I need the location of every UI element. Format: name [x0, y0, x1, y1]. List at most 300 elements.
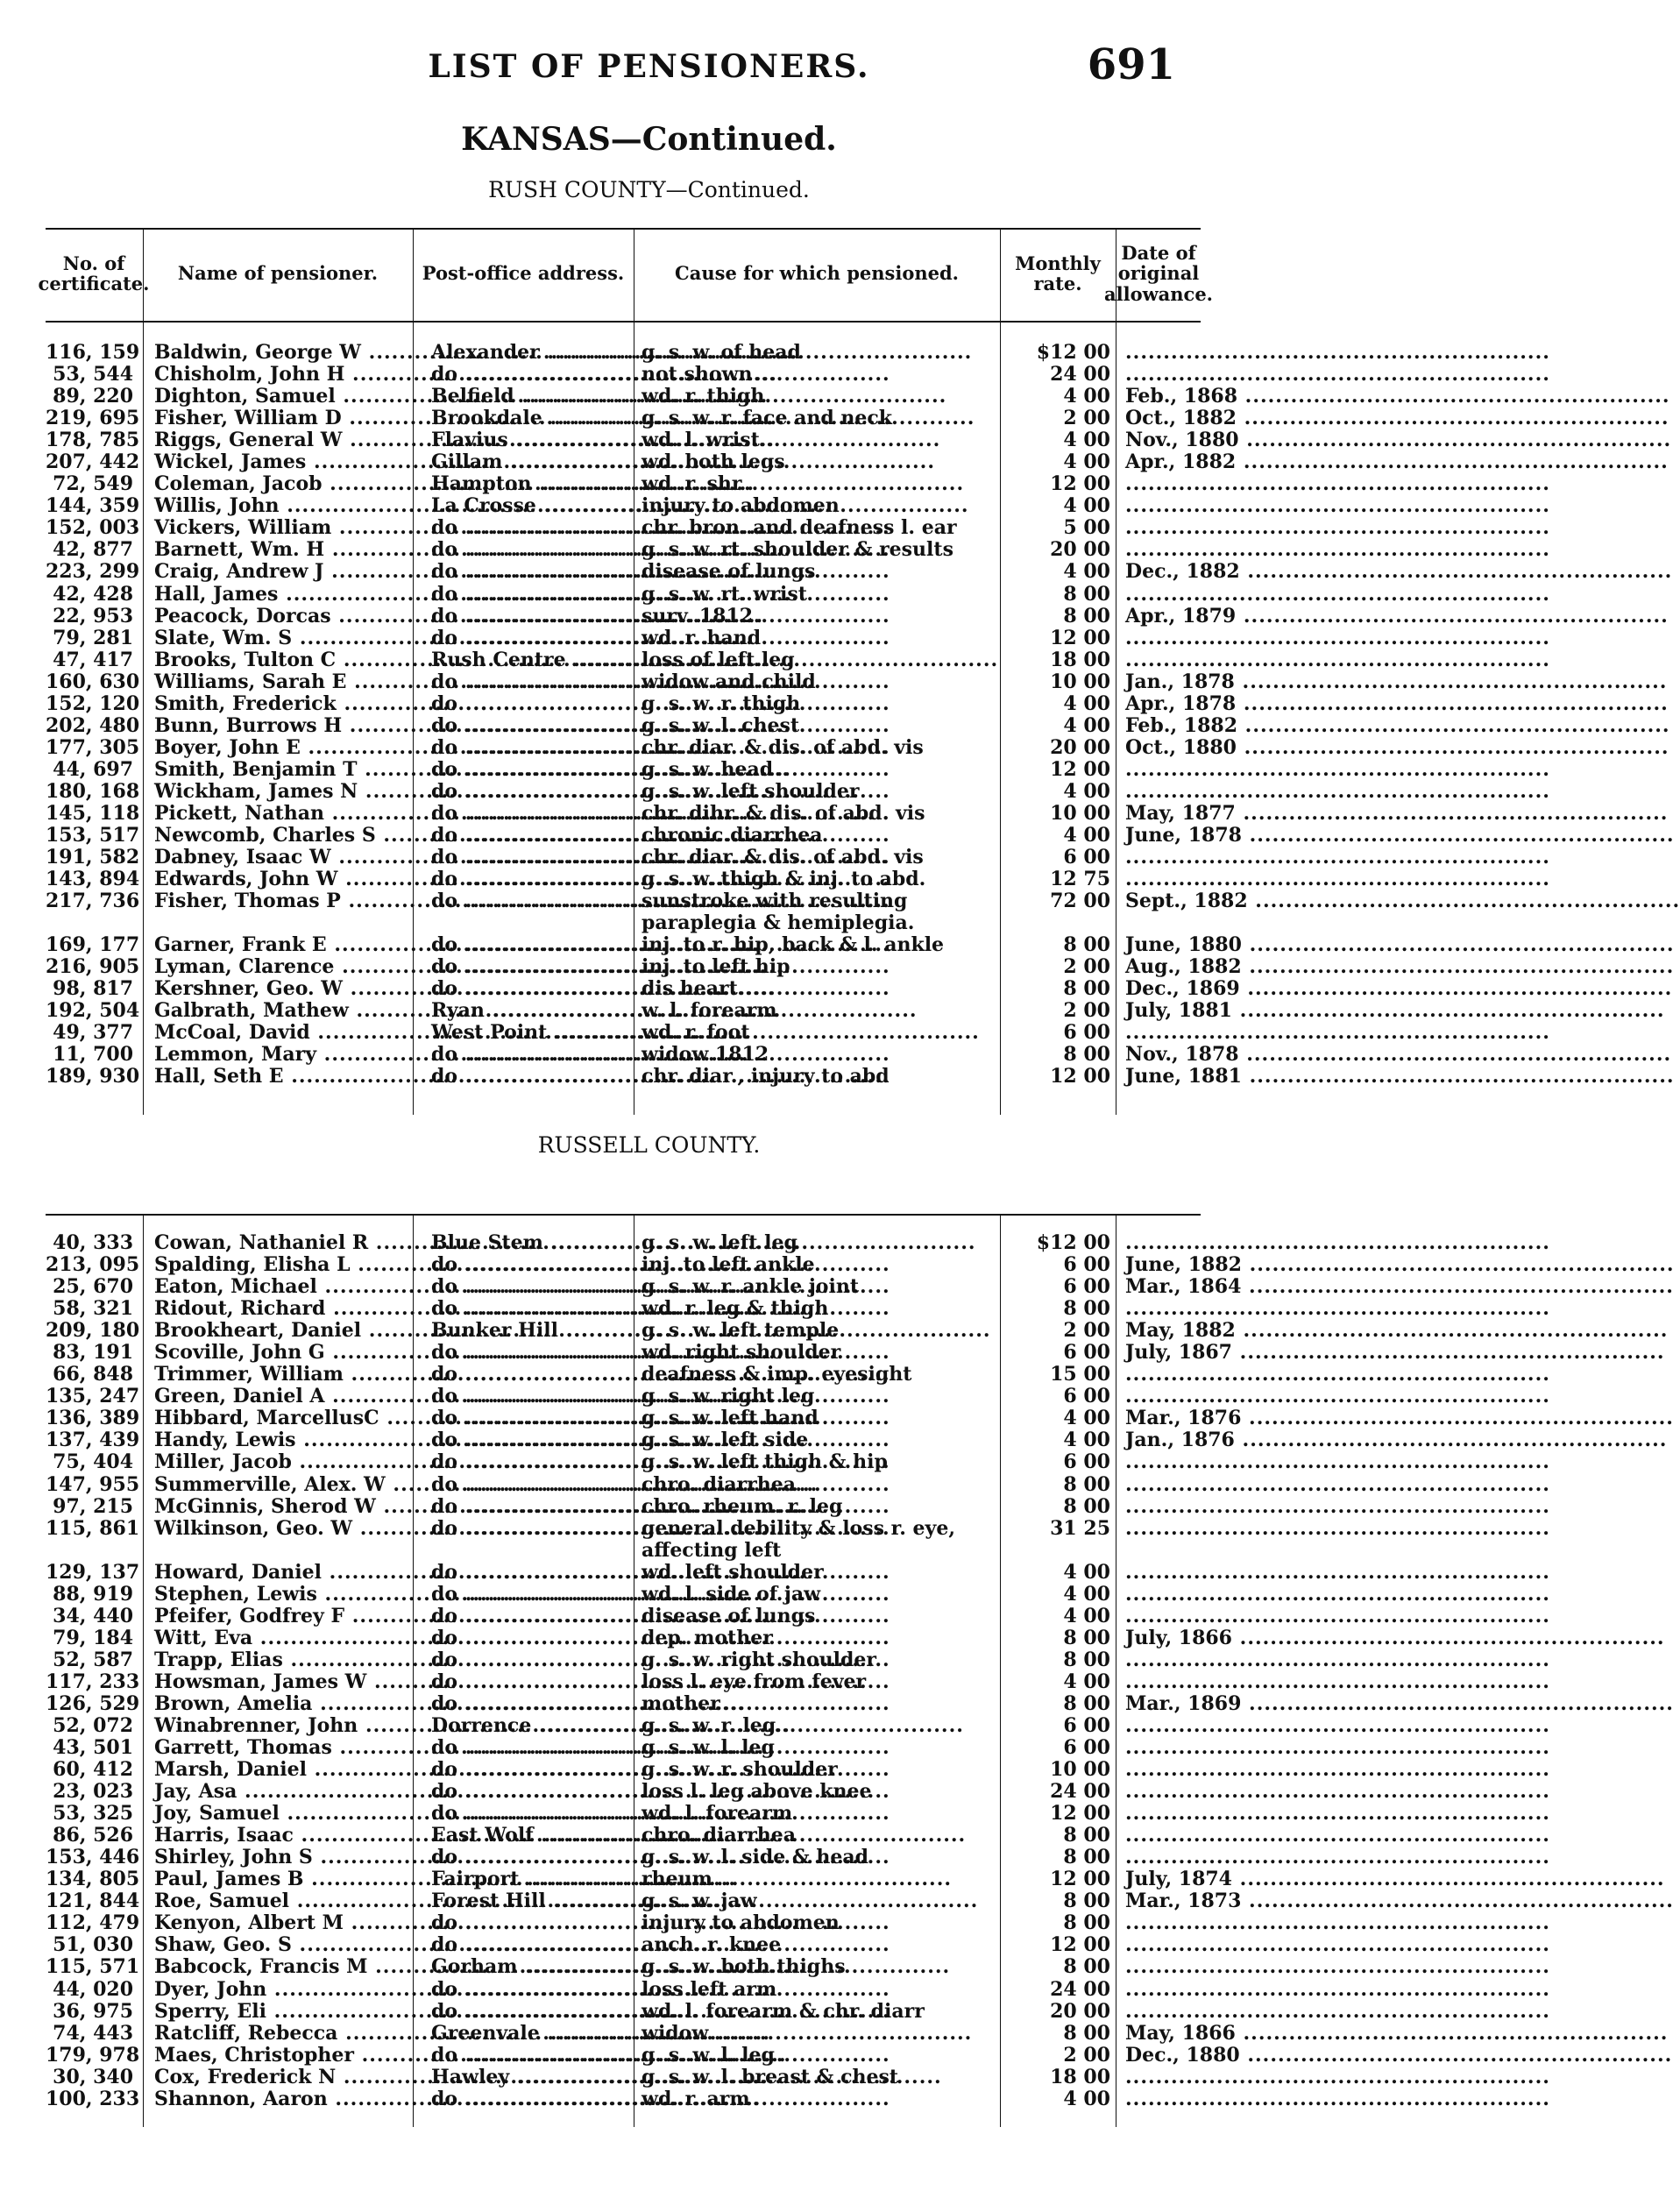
pension-cause: wd. right shoulder: [642, 1341, 841, 1365]
allowance-date: Sept., 1882 .....: [1125, 890, 1199, 912]
pension-cause: g. s. w. jaw: [642, 1890, 757, 1913]
post-office: do .....: [431, 737, 626, 759]
pensioner-name: Lyman, Clarence .....: [154, 956, 401, 978]
table-row: [46, 2067, 1201, 2088]
certificate-number: 169, 177: [46, 933, 140, 957]
pensioner-name: Maes, Christopher .....: [154, 2045, 401, 2067]
pension-cause: loss of left leg: [642, 648, 795, 671]
certificate-number: 22, 953: [53, 604, 133, 627]
certificate-number: 217, 736: [46, 890, 140, 913]
pension-cause: wd. r. hand: [642, 626, 762, 649]
table-row: [46, 1606, 1201, 1627]
allowance-date: Dec., 1880 .....: [1125, 2045, 1199, 2067]
pension-cause: injury to abdomen: [642, 1911, 840, 1935]
certificate-number: 72, 549: [53, 472, 133, 496]
pension-cause: inj. to r. hip, back & l. ankle: [642, 933, 945, 957]
allowance-date: July, 1874 .....: [1125, 1868, 1199, 1890]
table-row: [46, 450, 1237, 474]
pension-cause: chr. dihr. & dis. of abd. vis: [642, 801, 925, 825]
post-office: do .....: [431, 1912, 626, 1934]
pension-cause: widow 1812: [642, 1043, 769, 1067]
post-office: do .....: [431, 956, 626, 978]
table-row: [46, 1518, 1201, 1562]
certificate-number: 135, 247: [46, 1385, 140, 1408]
allowance-date: [1125, 1956, 1199, 1978]
post-office: do .....: [431, 1342, 626, 1364]
pension-cause: g. s. w. l. side & head: [642, 1846, 869, 1869]
pension-cause: chro. diarrhea: [642, 1472, 797, 1496]
pensioner-name: Garrett, Thomas .....: [154, 1737, 401, 1759]
post-office: do .....: [431, 869, 626, 890]
pension-cause: g. s. w. left thigh & hip: [642, 1450, 888, 1474]
pension-cause: g. s. w. left side: [642, 1429, 809, 1452]
pensioner-table-rush: [46, 341, 1248, 1088]
certificate-number: 152, 003: [46, 516, 140, 540]
post-office: do .....: [431, 2045, 626, 2067]
allowance-date: [1125, 584, 1199, 606]
table-row: [46, 1868, 1232, 1891]
allowance-date: [1125, 1979, 1199, 2001]
certificate-number: 134, 805: [46, 1868, 140, 1891]
certificate-number: 223, 299: [46, 560, 140, 584]
allowance-date: [1125, 1737, 1199, 1759]
pensioner-name: Jay, Asa .....: [154, 1781, 401, 1803]
allowance-date: [1125, 627, 1199, 649]
monthly-rate: 8 00: [1063, 1648, 1110, 1671]
table-row: [46, 1934, 1201, 1956]
certificate-number: 23, 023: [53, 1780, 133, 1804]
table-row: [46, 1715, 1201, 1737]
monthly-rate: 4 00: [1063, 385, 1110, 408]
pensioner-name: Shaw, Geo. S .....: [154, 1934, 401, 1956]
allowance-date: June, 1881 .....: [1125, 1066, 1199, 1088]
allowance-date: [1125, 2088, 1199, 2110]
post-office: do .....: [431, 1474, 626, 1496]
certificate-number: 117, 233: [46, 1670, 140, 1693]
pension-cause: loss left arm: [642, 1977, 777, 2001]
pension-cause: chro. diarrhea: [642, 1824, 797, 1847]
col-header-cert: No. of certificate.: [38, 252, 150, 294]
table-row: [46, 1781, 1201, 1803]
certificate-number: 47, 417: [53, 648, 133, 671]
pensioner-name: Trapp, Elias .....: [154, 1649, 401, 1671]
pension-cause: g. s. w. r. thigh: [642, 691, 801, 715]
pensioner-name: Brown, Amelia .....: [154, 1693, 401, 1715]
pension-cause: w. l. forearm: [642, 999, 777, 1023]
certificate-number: 160, 630: [46, 670, 140, 693]
certificate-number: 98, 817: [53, 977, 133, 1001]
pensioner-name: Howsman, James W .....: [154, 1671, 401, 1693]
certificate-number: 79, 184: [53, 1626, 133, 1649]
certificate-number: 60, 412: [53, 1758, 133, 1782]
pensioner-name: Barnett, Wm. H .....: [154, 539, 401, 561]
monthly-rate: 4 00: [1063, 1582, 1110, 1606]
certificate-number: 44, 697: [53, 757, 133, 781]
pension-cause: g. s. w. l. leg: [642, 2043, 775, 2067]
pension-cause: wd. r. foot: [642, 1021, 750, 1045]
pension-cause: loss l. leg above knee: [642, 1780, 872, 1804]
table-row: [46, 801, 1236, 825]
pensioner-name: Howard, Daniel .....: [154, 1562, 401, 1584]
pensioner-name: Dighton, Samuel .....: [154, 386, 401, 408]
pensioner-name: Fisher, William D .....: [154, 408, 401, 429]
monthly-rate: $12 00: [1036, 1231, 1110, 1254]
certificate-number: 79, 281: [53, 626, 133, 649]
pensioner-name: Hall, Seth E .....: [154, 1066, 401, 1088]
post-office: do .....: [431, 517, 626, 539]
certificate-number: 202, 480: [46, 713, 140, 737]
post-office: Fairport .....: [431, 1868, 626, 1890]
post-office: Belfield .....: [431, 386, 626, 408]
certificate-number: 121, 844: [46, 1890, 140, 1913]
table-row: [46, 1407, 1242, 1430]
allowance-date: [1125, 342, 1199, 364]
allowance-date: Mar., 1864 .....: [1125, 1276, 1199, 1298]
allowance-date: Dec., 1882 .....: [1125, 561, 1199, 583]
pensioner-name: Babcock, Francis M .....: [154, 1956, 401, 1978]
allowance-date: [1125, 364, 1199, 386]
post-office: Rush Centre .....: [431, 649, 626, 671]
pensioner-name: Bunn, Burrows H .....: [154, 715, 401, 737]
pension-cause: widow: [642, 2021, 709, 2045]
page-header-title: LIST OF PENSIONERS.: [428, 48, 870, 85]
allowance-date: Jan., 1876 .....: [1125, 1429, 1199, 1451]
certificate-number: 11, 700: [53, 1043, 133, 1067]
pension-cause: chronic diarrhea: [642, 824, 823, 847]
pensioner-name: Roe, Samuel .....: [154, 1890, 401, 1912]
pensioner-name: Wickel, James .....: [154, 451, 401, 473]
pensioner-name: McCoal, David .....: [154, 1022, 401, 1044]
allowance-date: [1125, 473, 1199, 495]
pension-cause: g. s. w. r. face and neck: [642, 407, 893, 430]
post-office: Gorham .....: [431, 1956, 626, 1978]
certificate-number: 191, 582: [46, 846, 140, 869]
pension-cause: chr. bron. and deafness l. ear: [642, 516, 957, 540]
post-office: East Wolf .....: [431, 1825, 626, 1847]
post-office: Ryan .....: [431, 1000, 626, 1022]
allowance-date: Nov., 1880 .....: [1125, 429, 1199, 451]
table-row: [46, 1584, 1201, 1606]
allowance-date: [1125, 1298, 1199, 1320]
pensioner-name: Fisher, Thomas P .....: [154, 890, 401, 912]
post-office: West Point .....: [431, 1022, 626, 1044]
table-row: [46, 1737, 1201, 1759]
monthly-rate: 8 00: [1063, 1890, 1110, 1913]
certificate-number: 179, 978: [46, 2043, 140, 2067]
certificate-number: 86, 526: [53, 1824, 133, 1847]
table-row: [46, 1912, 1201, 1934]
post-office: do .....: [431, 1606, 626, 1627]
table-row: [46, 847, 1201, 869]
post-office: do .....: [431, 890, 626, 912]
certificate-number: 42, 428: [53, 582, 133, 606]
post-office: do .....: [431, 978, 626, 1000]
allowance-date: Feb., 1868 .....: [1125, 386, 1199, 408]
table-header-rule: [46, 321, 1201, 323]
table-row: [46, 364, 1201, 386]
table-row: [46, 890, 1248, 935]
certificate-number: 219, 695: [46, 407, 140, 430]
pension-cause: g. s. w. rt. shoulder & results: [642, 538, 953, 562]
post-office: do .....: [431, 1803, 626, 1825]
allowance-date: Aug., 1882 .....: [1125, 956, 1199, 978]
allowance-date: [1125, 495, 1199, 517]
post-office: do .....: [431, 715, 626, 737]
table-row: [46, 1890, 1242, 1913]
state-heading: KANSAS—Continued.: [461, 121, 837, 158]
pensioner-name: Summerville, Alex. W .....: [154, 1474, 401, 1496]
table-top-rule: [46, 1214, 1201, 1216]
pensioner-name: Eaton, Michael .....: [154, 1276, 401, 1298]
allowance-date: [1125, 781, 1199, 803]
allowance-date: [1125, 759, 1199, 781]
certificate-number: 178, 785: [46, 429, 140, 452]
monthly-rate: 6 00: [1063, 1713, 1110, 1737]
certificate-number: 115, 861: [46, 1516, 140, 1540]
monthly-rate: 20 00: [1050, 538, 1110, 562]
certificate-number: 43, 501: [53, 1735, 133, 1759]
post-office: do .....: [431, 561, 626, 583]
pensioner-name: Ridout, Richard .....: [154, 1298, 401, 1320]
monthly-rate: 8 00: [1063, 1626, 1110, 1649]
table-row: [46, 1474, 1201, 1496]
table-row: [46, 999, 1232, 1023]
col-header-cause: Cause for which pensioned.: [675, 262, 959, 285]
post-office: Hampton .....: [431, 473, 626, 495]
post-office: do .....: [431, 1627, 626, 1649]
post-office: Flavius .....: [431, 429, 626, 451]
table-row: [46, 1847, 1201, 1868]
county-heading-rush: RUSH COUNTY—Continued.: [488, 177, 810, 202]
monthly-rate: 5 00: [1063, 516, 1110, 540]
post-office: Dorrence .....: [431, 1715, 626, 1737]
table-row: [46, 1825, 1201, 1847]
post-office: La Crosse .....: [431, 495, 626, 517]
pension-cause: wd. l. forearm & chr. diarr: [642, 1999, 925, 2023]
table-header: [38, 230, 1213, 317]
allowance-date: [1125, 869, 1199, 890]
pension-cause: g. s. w. left leg: [642, 1231, 797, 1254]
pensioner-name: Edwards, John W .....: [154, 869, 401, 890]
pension-cause: deafness & imp. eyesight: [642, 1363, 912, 1386]
post-office: Brookdale .....: [431, 408, 626, 429]
pensioner-name: Baldwin, George W .....: [154, 342, 401, 364]
pensioner-name: Joy, Samuel .....: [154, 1803, 401, 1825]
pensioner-name: Kenyon, Albert M .....: [154, 1912, 401, 1934]
allowance-date: Oct., 1882 .....: [1125, 408, 1199, 429]
pension-cause: chr. diar. & dis. of abd. vis: [642, 735, 924, 759]
pensioner-name: Vickers, William .....: [154, 517, 401, 539]
certificate-number: 30, 340: [53, 2065, 133, 2088]
monthly-rate: 10 00: [1050, 670, 1110, 693]
pension-cause: g. s. w. left temple: [642, 1319, 840, 1343]
pensioner-name: Smith, Benjamin T .....: [154, 759, 401, 781]
pension-cause: g. s. w. left shoulder: [642, 779, 860, 803]
allowance-date: [1125, 1584, 1199, 1606]
pensioner-name: Hall, James .....: [154, 584, 401, 606]
pension-cause: chr. diar., injury to abd: [642, 1065, 890, 1088]
monthly-rate: 8 00: [1063, 1824, 1110, 1847]
pension-cause: g. s. w. r. leg: [642, 1713, 776, 1737]
allowance-date: [1125, 539, 1199, 561]
table-row: [46, 560, 1240, 584]
certificate-number: 152, 120: [46, 691, 140, 715]
certificate-number: 192, 504: [46, 999, 140, 1023]
pension-cause: wd. r. shr: [642, 472, 742, 496]
monthly-rate: 4 00: [1063, 1407, 1110, 1430]
table-row: [46, 1275, 1242, 1299]
post-office: do .....: [431, 364, 626, 386]
pension-cause: general debility & loss r. eye, affecting left: [642, 1516, 955, 1562]
allowance-date: [1125, 1232, 1199, 1254]
allowance-date: [1125, 1912, 1199, 1934]
pensioner-name: Pickett, Nathan .....: [154, 803, 401, 825]
pension-cause: g. s. w. r. shoulder: [642, 1758, 838, 1782]
certificate-number: 129, 137: [46, 1560, 140, 1584]
pension-cause: inj. to left ankle: [642, 1253, 815, 1277]
pensioner-name: Shirley, John S .....: [154, 1847, 401, 1868]
pension-cause: g. s. w. right leg: [642, 1385, 815, 1408]
certificate-number: 36, 975: [53, 1999, 133, 2023]
pensioner-name: Shannon, Aaron .....: [154, 2088, 401, 2110]
pensioner-name: Slate, Wm. S .....: [154, 627, 401, 649]
pension-cause: g. s. w. l. chest: [642, 713, 800, 737]
pension-cause: wd. both legs: [642, 450, 785, 474]
pensioner-name: McGinnis, Sherod W .....: [154, 1496, 401, 1518]
post-office: Greenvale .....: [431, 2023, 626, 2045]
allowance-date: June, 1878 .....: [1125, 825, 1199, 847]
certificate-number: 74, 443: [53, 2021, 133, 2045]
table-row: [46, 539, 1201, 561]
pensioner-name: Witt, Eva .....: [154, 1627, 401, 1649]
allowance-date: [1125, 2067, 1199, 2088]
post-office: Bunker Hill .....: [431, 1320, 626, 1342]
pension-cause: sunstroke with resulting paraplegia & hemiplegia.: [642, 890, 915, 935]
pension-cause: wd. l. side of jaw: [642, 1582, 821, 1606]
pension-cause: dep. mother: [642, 1626, 773, 1649]
pension-cause: chr. diar. & dis. of abd. vis: [642, 846, 924, 869]
monthly-rate: 12 00: [1050, 1933, 1110, 1957]
monthly-rate: 12 00: [1050, 757, 1110, 781]
table-row: [46, 759, 1201, 781]
post-office: do .....: [431, 934, 626, 956]
certificate-number: 66, 848: [53, 1363, 133, 1386]
pensioner-name: Garner, Frank E .....: [154, 934, 401, 956]
monthly-rate: 8 00: [1063, 1911, 1110, 1935]
post-office: do .....: [431, 1584, 626, 1606]
certificate-number: 97, 215: [53, 1494, 133, 1518]
post-office: do .....: [431, 539, 626, 561]
post-office: do .....: [431, 825, 626, 847]
post-office: do .....: [431, 1934, 626, 1956]
post-office: do .....: [431, 1847, 626, 1868]
monthly-rate: 12 00: [1050, 1065, 1110, 1088]
monthly-rate: 8 00: [1063, 933, 1110, 957]
table-row: [46, 495, 1201, 517]
table-row: [46, 1298, 1201, 1320]
pension-cause: g. s. w. r. ankle joint: [642, 1275, 859, 1299]
pensioner-name: Chisholm, John H .....: [154, 364, 401, 386]
post-office: do .....: [431, 1781, 626, 1803]
certificate-number: 83, 191: [53, 1341, 133, 1365]
pensioner-name: Paul, James B .....: [154, 1868, 401, 1890]
post-office: do .....: [431, 2001, 626, 2023]
allowance-date: Feb., 1882 .....: [1125, 715, 1199, 737]
pension-cause: wd. left shoulder: [642, 1560, 824, 1584]
monthly-rate: 4 00: [1063, 2087, 1110, 2110]
pension-cause: wd. l. wrist: [642, 429, 760, 452]
allowance-date: Dec., 1869 .....: [1125, 978, 1199, 1000]
monthly-rate: 8 00: [1063, 1472, 1110, 1496]
monthly-rate: 8 00: [1063, 582, 1110, 606]
monthly-rate: 8 00: [1063, 1494, 1110, 1518]
pensioner-name: Dyer, John .....: [154, 1979, 401, 2001]
post-office: do .....: [431, 1429, 626, 1451]
certificate-number: 189, 930: [46, 1065, 140, 1088]
certificate-number: 52, 072: [53, 1713, 133, 1737]
post-office: do .....: [431, 847, 626, 869]
table-row: [46, 1496, 1201, 1518]
col-header-rate: Monthly rate.: [1015, 252, 1101, 294]
pensioner-name: Hibbard, MarcellusC .....: [154, 1407, 401, 1429]
table-row: [46, 584, 1201, 606]
certificate-number: 88, 919: [53, 1582, 133, 1606]
pension-cause: g. s. w. thigh & inj. to abd.: [642, 868, 926, 891]
pensioner-name: Craig, Andrew J .....: [154, 561, 401, 583]
monthly-rate: 24 00: [1050, 1780, 1110, 1804]
allowance-date: Mar., 1873 .....: [1125, 1890, 1199, 1912]
allowance-date: [1125, 847, 1199, 869]
pensioner-name: Brooks, Tulton C .....: [154, 649, 401, 671]
pensioner-name: Williams, Sarah E .....: [154, 671, 401, 693]
table-row: [46, 1232, 1201, 1254]
monthly-rate: 6 00: [1063, 1450, 1110, 1474]
pensioner-name: Coleman, Jacob .....: [154, 473, 401, 495]
table-row: [46, 670, 1235, 693]
county-heading-russell: RUSSELL COUNTY.: [537, 1132, 761, 1158]
allowance-date: July, 1881 .....: [1125, 1000, 1199, 1022]
allowance-date: [1125, 1803, 1199, 1825]
table-row: [46, 869, 1201, 890]
table-row: [46, 385, 1238, 408]
certificate-number: 51, 030: [53, 1933, 133, 1957]
table-row: [46, 691, 1237, 715]
certificate-number: 34, 440: [53, 1604, 133, 1627]
pensioner-name: Ratcliff, Rebecca .....: [154, 2023, 401, 2045]
certificate-number: 126, 529: [46, 1691, 140, 1715]
certificate-number: 216, 905: [46, 955, 140, 979]
allowance-date: May, 1866 .....: [1125, 2023, 1199, 2045]
pensioner-name: Miller, Jacob .....: [154, 1451, 401, 1473]
allowance-date: [1125, 1847, 1199, 1868]
post-office: do .....: [431, 1386, 626, 1407]
monthly-rate: $12 00: [1036, 341, 1110, 364]
monthly-rate: 12 00: [1050, 472, 1110, 496]
post-office: do .....: [431, 627, 626, 649]
allowance-date: [1125, 1715, 1199, 1737]
monthly-rate: 2 00: [1063, 999, 1110, 1023]
allowance-date: Apr., 1878 .....: [1125, 693, 1199, 715]
allowance-date: June, 1882 .....: [1125, 1254, 1199, 1276]
table-row: [46, 2021, 1236, 2045]
post-office: do .....: [431, 1759, 626, 1781]
monthly-rate: 4 00: [1063, 429, 1110, 452]
monthly-rate: 8 00: [1063, 1297, 1110, 1321]
table-row: [46, 2088, 1201, 2110]
table-row: [46, 1649, 1201, 1671]
monthly-rate: 4 00: [1063, 1560, 1110, 1584]
monthly-rate: 10 00: [1050, 801, 1110, 825]
